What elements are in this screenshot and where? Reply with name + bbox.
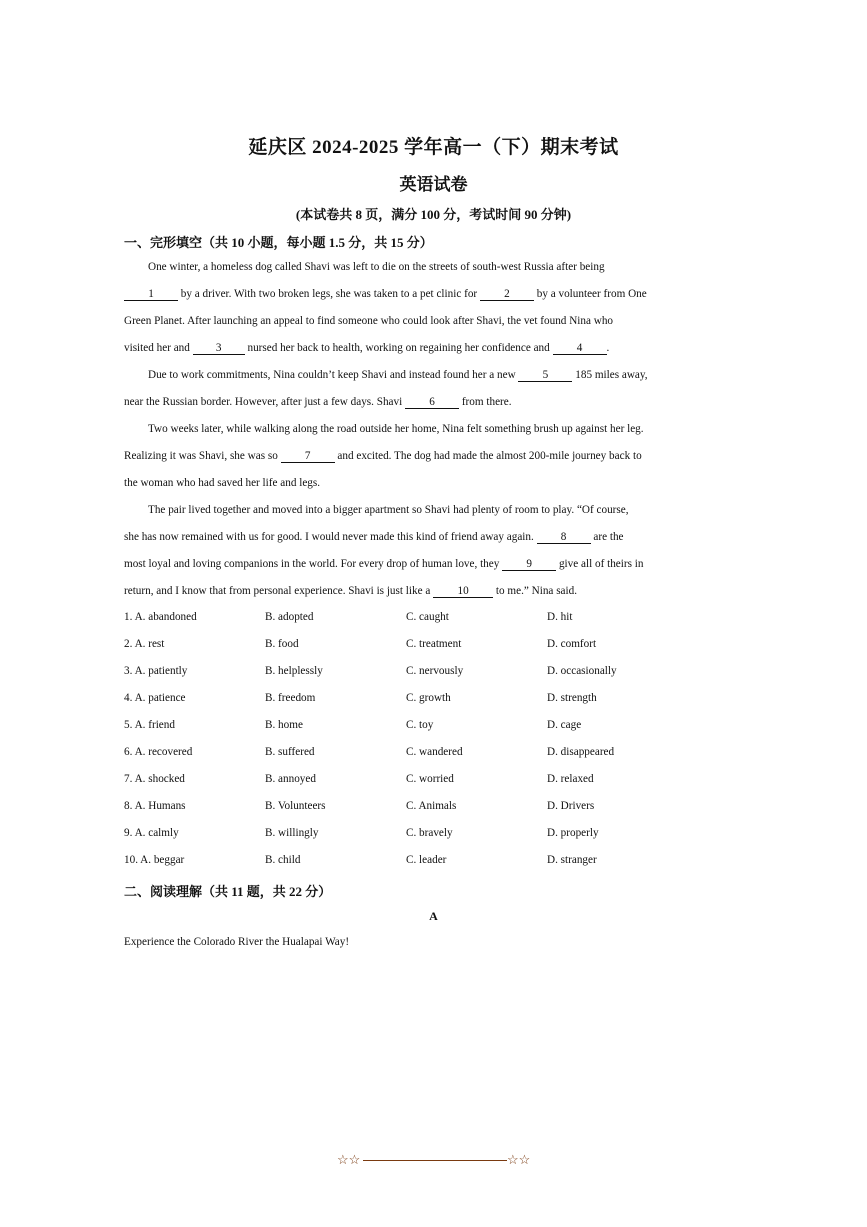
footer-divider [363,1160,507,1161]
option-item: D. disappeared [547,746,615,758]
line-text: to me.” Nina said. [493,585,578,597]
blank-8: 8 [537,531,591,544]
page-footer-ornament [337,1152,533,1168]
line-text: most loyal and loving companions in the world. For every drop of human love, they [124,558,503,570]
line-text: Realizing it was Shavi, she was so [124,450,281,462]
option-item: C. bravely [406,827,453,839]
line-text: by a volunteer from One [533,288,647,300]
line-text: One winter, a homeless dog called Shavi was left to die on the streets of south-west Russia after being [148,261,605,273]
line-text: Two weeks later, while walking along the road outside her home, Nina felt something brush up against her leg. [148,423,644,435]
passage-line [124,422,712,436]
option-item: C. wandered [406,746,463,758]
option-item: D. stranger [547,854,597,866]
option-item: C. caught [406,611,449,623]
option-item: D. cage [547,719,582,731]
line-text: are the [590,531,624,543]
line-text: Green Planet. After launching an appeal to find someone who could look after Shavi, the vet found Nina who [124,315,614,327]
option-item: D. occasionally [547,665,617,677]
exam-note: (本试卷共 8 页，满分 100 分，考试时间 90 分钟) [295,207,572,222]
option-item: 8. A. Humans [124,800,186,812]
blank-6: 6 [405,396,459,409]
line-text: The pair lived together and moved into a bigger apartment so Shavi had plenty of room to play. “Of course, [148,504,629,516]
blank-10: 10 [433,585,493,598]
line-text: by a driver. With two broken legs, she was taken to a pet clinic for [178,288,480,300]
passage-line [124,584,688,598]
option-item: 10. A. beggar [124,854,185,866]
star-icon: ☆☆ [337,1152,361,1167]
passage-first-line: Experience the Colorado River the Hualapai Way! [124,936,350,948]
option-item: C. treatment [406,638,462,650]
passage-line [124,314,688,328]
passage-line [124,341,688,355]
blank-7: 7 [281,450,335,463]
option-item: D. strength [547,692,597,704]
passage-line [124,368,712,382]
option-item: C. nervously [406,665,464,677]
passage-line [124,503,712,517]
option-item: B. annoyed [265,773,316,785]
option-item: B. home [265,719,303,731]
line-text: 185 miles away, [572,369,648,381]
option-item: B. helplessly [265,665,323,677]
blank-2: 2 [480,288,534,301]
option-item: C. toy [406,719,434,731]
option-item: C. worried [406,773,454,785]
option-item: D. hit [547,611,573,623]
exam-subtitle: 英语试卷 [399,175,468,194]
option-item: B. suffered [265,746,315,758]
blank-9: 9 [502,558,556,571]
option-item: 7. A. shocked [124,773,185,785]
line-text: nursed her back to health, working on regaining her confidence and [244,342,553,354]
option-item: D. comfort [547,638,597,650]
section2-heading: 二、阅读理解（共 11 题，共 22 分） [124,884,332,899]
option-item: B. food [265,638,299,650]
passage-line [124,395,688,409]
passage-line [124,530,688,544]
option-item: 6. A. recovered [124,746,193,758]
option-item: B. Volunteers [265,800,326,812]
blank-3: 3 [193,342,245,355]
option-item: D. Drivers [547,800,595,812]
option-item: B. freedom [265,692,316,704]
line-text: from there. [459,396,512,408]
blank-1: 1 [124,288,178,301]
line-text: near the Russian border. However, after just a few days. Shavi [124,396,406,408]
passage-label: A [429,909,438,923]
line-text: return, and I know that from personal experience. Shavi is just like a [124,585,434,597]
option-item: 2. A. rest [124,638,165,650]
blank-4: 4 [553,342,607,355]
option-item: C. growth [406,692,451,704]
option-item: 9. A. calmly [124,827,179,839]
line-text: the woman who had saved her life and legs. [124,477,321,489]
option-item: B. willingly [265,827,319,839]
section1-heading: 一、完形填空（共 10 小题，每小题 1.5 分，共 15 分） [124,235,433,250]
star-icon: ☆☆ [507,1152,531,1167]
line-text: Due to work commitments, Nina couldn’t keep Shavi and instead found her a new [148,369,519,381]
exam-title: 延庆区 2024-2025 学年高一（下）期末考试 [248,137,619,158]
passage-line [124,260,712,274]
line-text: visited her and [124,342,193,354]
line-text: give all of theirs in [556,558,644,570]
option-item: D. properly [547,827,599,839]
option-item: B. adopted [265,611,314,623]
passage-line [124,557,688,571]
passage-line [124,476,688,490]
passage-line [124,449,688,463]
blank-5: 5 [518,369,572,382]
option-item: 4. A. patience [124,692,186,704]
line-text: and excited. The dog had made the almost 200-mile journey back to [334,450,642,462]
option-item: C. Animals [406,800,457,812]
passage-line [124,287,688,301]
option-item: B. child [265,854,301,866]
option-item: 5. A. friend [124,719,175,731]
line-text: she has now remained with us for good. I would never made this kind of friend away again. [124,531,537,543]
option-item: C. leader [406,854,447,866]
option-item: 3. A. patiently [124,665,188,677]
line-text: . [606,342,610,354]
option-item: 1. A. abandoned [124,611,197,623]
option-item: D. relaxed [547,773,594,785]
